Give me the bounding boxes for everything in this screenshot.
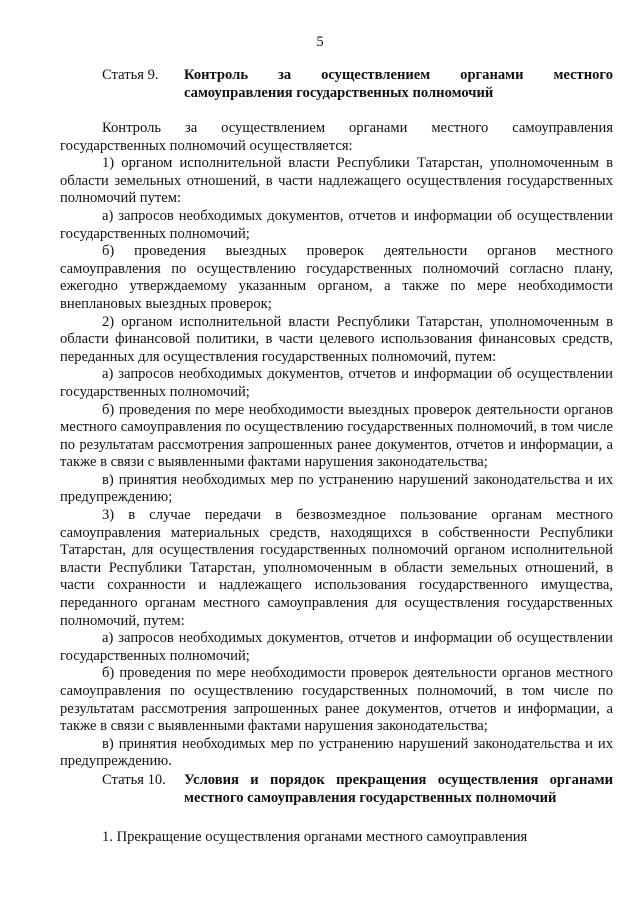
- article-9-body: [60, 120, 613, 771]
- article-number: Статья 9.: [102, 67, 159, 83]
- page-number: 5: [316, 34, 324, 50]
- article-10-body: [60, 829, 613, 847]
- paragraph: а) запросов необходимых документов, отчетов и информации об осуществлении государственных полномочий;: [60, 630, 613, 664]
- paragraph: 3) в случае передачи в безвозмездное пользование органам местного самоуправления материальных средств, находящихся в собственности Республики Татарстан, для осуществления государственных полномочий органом исполнительной власти Республики Татарстан, уполномоченным в области земельных отношений, в части сохранности и надлежащего использования государственного имущества, переданного органам местного самоуправления для осуществления государственных полномочий, путем:: [60, 507, 613, 629]
- paragraph: а) запросов необходимых документов, отчетов и информации об осуществлении государственных полномочий;: [60, 366, 613, 400]
- article-title: Контроль за осуществлением органами местного самоуправления государственных полномочий: [184, 67, 613, 101]
- article-10-heading: [60, 772, 613, 807]
- paragraph: 2) органом исполнительной власти Республики Татарстан, уполномоченным в области финансовой политики, в части целевого использования финансовых средств, переданных для осуществления государственных полномочий, путем:: [60, 313, 613, 365]
- paragraph: 1. Прекращение осуществления органами местного самоуправления: [102, 829, 528, 845]
- paragraph: а) запросов необходимых документов, отчетов и информации об осуществлении государственных полномочий;: [60, 207, 613, 242]
- paragraph: Контроль за осуществлением органами местного самоуправления государственных полномочий осуществляется:: [60, 120, 613, 154]
- paragraph: 1) органом исполнительной власти Республики Татарстан, уполномоченным в области земельных отношений, в части надлежащего осуществления государственных полномочий путем:: [60, 155, 613, 207]
- article-title: Условия и порядок прекращения осуществления органами местного самоуправления государственных полномочий: [184, 772, 613, 806]
- paragraph: в) принятия необходимых мер по устранению нарушений законодательства и их предупреждению;: [60, 471, 613, 506]
- paragraph: б) проведения по мере необходимости проверок деятельности органов местного самоуправления по осуществлению государственных полномочий, в том числе по результатам рассмотрения запрошенных ранее документов, отчетов и информации, а также в связи с выявленными фактами нарушения законодательства;: [60, 665, 613, 735]
- paragraph: б) проведения выездных проверок деятельности органов местного самоуправления по осуществлению государственных полномочий согласно плану, ежегодно утверждаемому указанным органом, а также по мере необходимости внеплановых выездных проверок;: [60, 243, 613, 312]
- paragraph: в) принятия необходимых мер по устранению нарушений законодательства и их предупреждению.: [60, 735, 613, 770]
- article-number: Статья 10.: [102, 772, 166, 788]
- article-9-heading: [60, 67, 613, 102]
- paragraph: б) проведения по мере необходимости выездных проверок деятельности органов местного самоуправления по осуществлению государственных полномочий, в том числе по результатам рассмотрения запрошенных ранее документов, отчетов и информации, а также в связи с выявленными фактами нарушения законодательства;: [60, 401, 613, 471]
